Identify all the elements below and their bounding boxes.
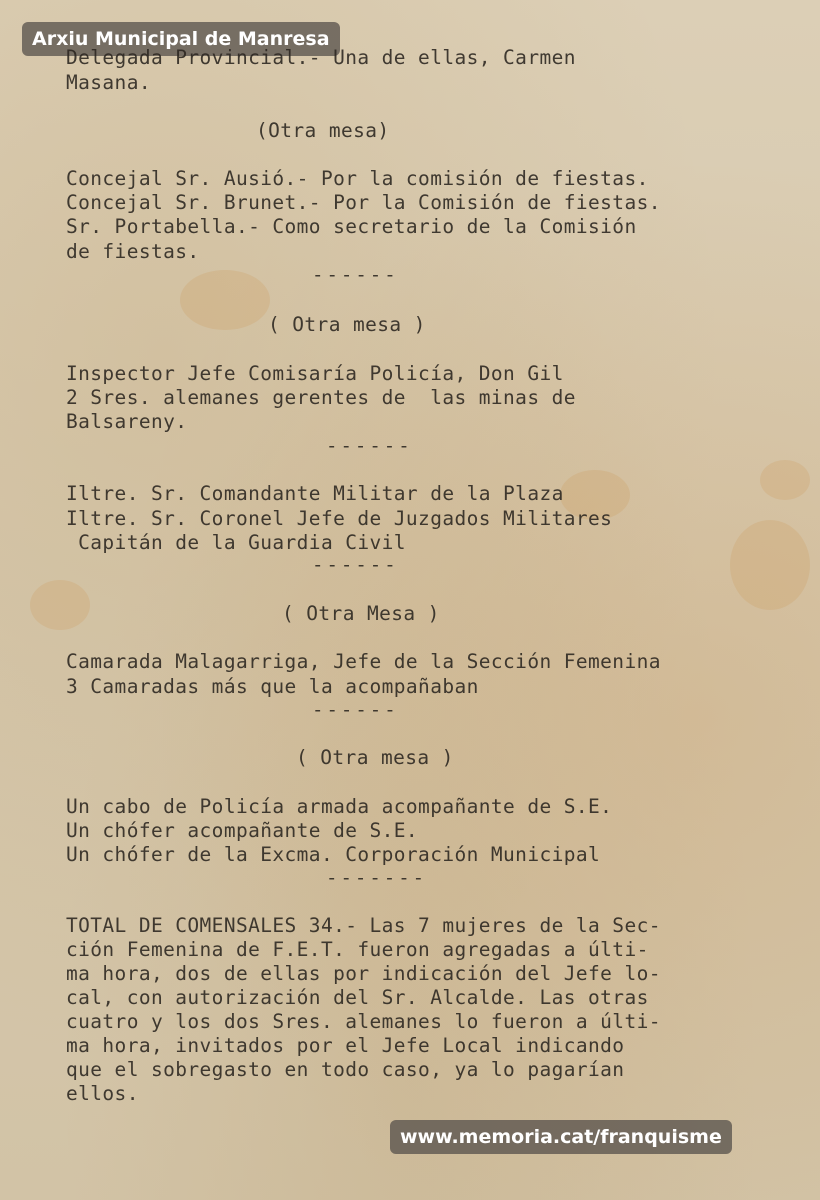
paper-stain [180,270,270,330]
section-heading: (Otra mesa) [256,119,390,142]
section-heading: ( Otra Mesa ) [282,602,440,625]
text-line: Concejal Sr. Brunet.- Por la Comisión de fiestas. [66,191,661,214]
paper-stain [760,460,810,500]
text-line: ma hora, dos de ellas por indicación del Jefe lo- [66,962,661,985]
text-line: 3 Camaradas más que la acompañaban [66,675,479,698]
text-line: Un cabo de Policía armada acompañante de S.E. [66,795,613,818]
text-line: Camarada Malagarriga, Jefe de la Sección Femenina [66,650,661,673]
text-line: Concejal Sr. Ausió.- Por la comisión de fiestas. [66,167,649,190]
text-line: Iltre. Sr. Coronel Jefe de Juzgados Militares [66,507,613,530]
separator: ------ [312,554,399,576]
separator: ------- [326,867,428,889]
text-line: Delegada Provincial.- Una de ellas, Carmen [66,46,576,69]
section-heading: ( Otra mesa ) [268,313,426,336]
text-line: que el sobregasto en todo caso, ya lo pagarían [66,1058,625,1081]
paper-stain [730,520,810,610]
website-watermark: www.memoria.cat/franquisme [390,1120,732,1154]
section-heading: ( Otra mesa ) [296,746,454,769]
text-line: Un chófer acompañante de S.E. [66,819,419,842]
text-line: Balsareny. [66,410,188,433]
paper-stain [30,580,90,630]
text-line: ma hora, invitados por el Jefe Local indicando [66,1034,625,1057]
text-line: ellos. [66,1082,139,1105]
text-line: cal, con autorización del Sr. Alcalde. Las otras [66,986,649,1009]
text-line: cuatro y los dos Sres. alemanes lo fueron a últi- [66,1010,661,1033]
text-line: Inspector Jefe Comisaría Policía, Don Gil [66,362,564,385]
archive-watermark: Arxiu Municipal de Manresa [22,22,340,56]
text-line: Capitán de la Guardia Civil [66,531,406,554]
separator: ------ [326,435,413,457]
text-line: 2 Sres. alemanes gerentes de las minas de [66,386,576,409]
text-line: ción Femenina de F.E.T. fueron agregadas a últi- [66,938,649,961]
text-line: de fiestas. [66,240,200,263]
text-line: Sr. Portabella.- Como secretario de la Comisión [66,215,637,238]
text-line: Masana. [66,71,151,94]
separator: ------ [312,699,399,721]
text-line: Un chófer de la Excma. Corporación Municipal [66,843,601,866]
text-line: Iltre. Sr. Comandante Militar de la Plaza [66,482,564,505]
separator: ------ [312,264,399,286]
text-line: TOTAL DE COMENSALES 34.- Las 7 mujeres de la Sec- [66,914,661,937]
